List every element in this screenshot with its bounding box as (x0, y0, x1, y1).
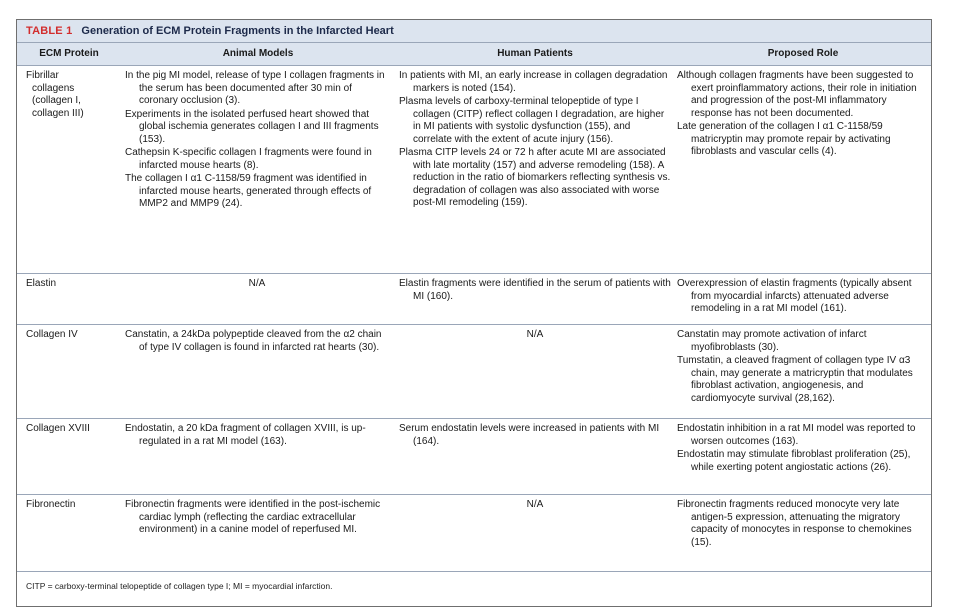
table-title: Generation of ECM Protein Fragments in the Infarcted Heart (81, 25, 394, 37)
cell-ecm-protein: Fibronectin (26, 499, 76, 510)
header-human-patients: Human Patients (497, 48, 573, 59)
cell-paragraph: Endostatin may stimulate fibroblast proliferation (25), while exerting potent angiostatic actions (26). (677, 449, 911, 473)
cell-ecm-protein: Collagen XVIII (26, 423, 90, 434)
protein-line: Fibrillar (26, 70, 59, 81)
cell-paragraph: Plasma levels of carboxy-terminal telopeptide of type I collagen (CITP) reflect collagen I degradation, are higher in MI patients with systolic dysfunction (155), and correlate with the extent of acute injury (156). (399, 96, 665, 145)
cell-paragraph: Experiments in the isolated perfused heart showed that global ischemia generates collagen I and III fragments (153). (125, 108, 379, 145)
cell-paragraph: The collagen I α1 C-1158/59 fragment was identified in infarcted mouse hearts, generated through effects of MMP2 and MMP9 (24). (125, 173, 372, 209)
cell-human-patients: N/A (526, 329, 544, 340)
cell-paragraph: Late generation of the collagen I α1 C-1158/59 matricryptin may promote repair by activating fibroblasts and vascular cells (4). (677, 121, 891, 157)
protein-line: (collagen I, (32, 95, 81, 106)
table-row-collagen-xviii (17, 419, 931, 495)
cell-paragraph: Although collagen fragments have been suggested to exert proinflammatory actions, their role in initiation and progression of the post-MI inflammatory response has not been documented. (677, 70, 917, 119)
table-row-fibrillar-collagens (17, 66, 931, 274)
cell-paragraph: Canstatin, a 24kDa polypeptide cleaved from the α2 chain of type IV collagen is found in infarcted rat hearts (30). (125, 329, 382, 353)
cell-human-patients (399, 70, 671, 210)
table-header-row (17, 43, 931, 66)
cell-paragraph: In the pig MI model, release of type I collagen fragments in the serum has been documented after 30 min of coronary occlusion (3). (125, 70, 385, 106)
protein-line: collagens (32, 82, 75, 94)
cell-animal-models (125, 499, 389, 537)
cell-ecm-protein: Elastin (26, 278, 57, 289)
cell-animal-models (125, 423, 389, 448)
table-row-elastin (17, 274, 931, 325)
cell-proposed-role (677, 499, 927, 549)
table-row-fibronectin (17, 495, 931, 572)
cell-animal-models (125, 329, 389, 354)
cell-proposed-role (677, 423, 927, 474)
cell-human-patients: N/A (526, 499, 544, 510)
cell-human-patients (399, 423, 671, 448)
cell-human-patients (399, 278, 671, 303)
cell-paragraph: Endostatin inhibition in a rat MI model was reported to worsen outcomes (163). (677, 423, 916, 447)
cell-paragraph: Fibronectin fragments reduced monocyte very late antigen-5 expression, attenuating the migratory capacity of monocytes in response to chemokines (15). (677, 499, 912, 548)
table-footnote: CITP = carboxy-terminal telopeptide of collagen type I; MI = myocardial infarction. (26, 581, 333, 591)
cell-paragraph: Endostatin, a 20 kDa fragment of collagen XVIII, is up-regulated in a rat MI model (163). (125, 423, 366, 447)
header-proposed-role: Proposed Role (767, 48, 839, 59)
cell-proposed-role (677, 329, 927, 405)
cell-paragraph: Canstatin may promote activation of infarct myofibroblasts (30). (677, 329, 867, 353)
cell-paragraph: Tumstatin, a cleaved fragment of collagen type IV α3 chain, may generate a matricryptin that modulates fibroblast activation, angiogenesis, and cardiomyocyte survival (28,162). (677, 355, 913, 404)
cell-paragraph: Overexpression of elastin fragments (typically absent from myocardial infarcts) attenuated adverse remodeling in a rat MI model (161). (677, 278, 912, 314)
cell-paragraph: Elastin fragments were identified in the serum of patients with MI (160). (399, 278, 671, 302)
cell-ecm-protein (26, 70, 116, 120)
cell-paragraph: Fibronectin fragments were identified in the post-ischemic cardiac lymph (reflecting the cardiac extracellular environment) in a canine model of reperfused MI. (125, 499, 381, 535)
cell-paragraph: Serum endostatin levels were increased in patients with MI (164). (399, 423, 660, 447)
cell-proposed-role (677, 70, 927, 159)
cell-animal-models: N/A (248, 278, 266, 289)
header-ecm-protein: ECM Protein (39, 48, 99, 59)
header-animal-models: Animal Models (222, 48, 294, 59)
table-label: TABLE 1 (26, 25, 73, 37)
table-figure (16, 19, 932, 607)
cell-animal-models (125, 70, 389, 211)
protein-line: collagen III) (32, 107, 84, 119)
table-row-collagen-iv (17, 325, 931, 419)
cell-paragraph: Cathepsin K-specific collagen I fragments were found in infarcted mouse hearts (8). (125, 147, 372, 171)
cell-paragraph: Plasma CITP levels 24 or 72 h after acute MI are associated with late mortality (157) and adverse remodeling (158). A reduction in the ratio of biomarkers reflecting synthesis vs. degradation of collagen was also associated with worse post-MI remodeling (159). (399, 147, 671, 208)
cell-proposed-role (677, 278, 927, 316)
cell-paragraph: In patients with MI, an early increase in collagen degradation markers is noted (154). (399, 70, 668, 94)
table-caption (17, 20, 931, 43)
cell-ecm-protein: Collagen IV (26, 329, 78, 340)
